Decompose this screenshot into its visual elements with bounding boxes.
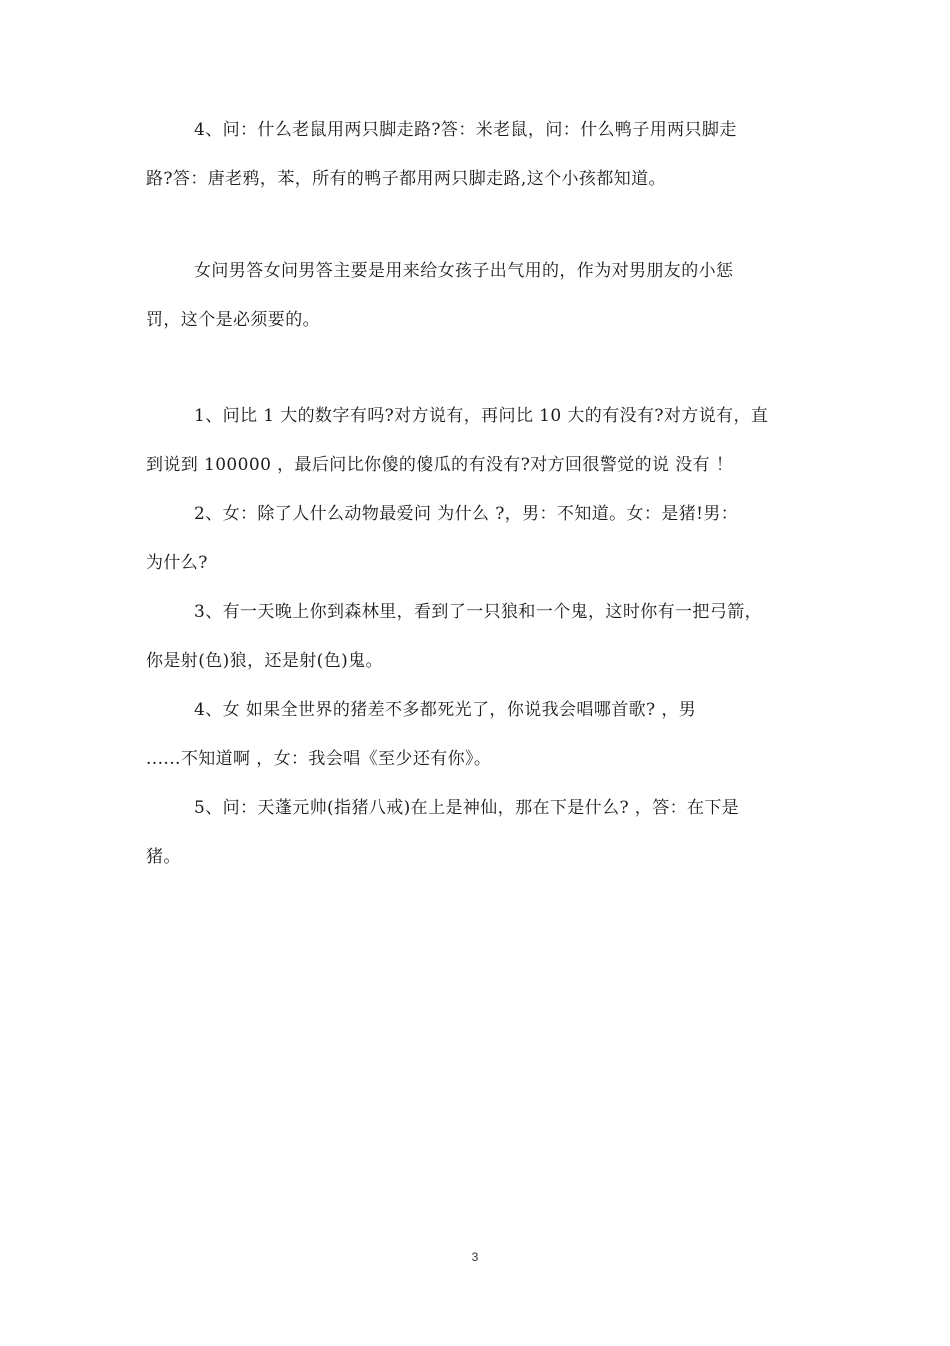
text-line: 女问男答女问男答主要是用来给女孩子出气用的，作为对男朋友的小惩 [194, 261, 734, 281]
text-line: 为什么? [146, 553, 208, 573]
text-line: 1、问比 1 大的数字有吗?对方说有，再问比 10 大的有没有?对方说有，直 [194, 406, 769, 426]
paragraph-intro [146, 247, 810, 345]
page-number: 3 [471, 1250, 479, 1264]
text-line: 你是射(色)狼，还是射(色)鬼。 [146, 651, 383, 671]
text-line: 4、问：什么老鼠用两只脚走路?答：米老鼠，问：什么鸭子用两只脚走 [194, 120, 737, 140]
text-line: ......不知道啊 ，女：我会唱《至少还有你》。 [146, 749, 492, 769]
paragraph-mouse-riddle [146, 106, 810, 204]
text-line: 猪。 [146, 847, 181, 867]
text-line: 2、女：除了人什么动物最爱问 为什么 ?，男：不知道。女：是猪!男： [194, 504, 739, 524]
text-line: 罚，这个是必须要的。 [146, 310, 320, 330]
text-line: 5、问：天蓬元帅(指猪八戒)在上是神仙，那在下是什么? ，答：在下是 [194, 798, 740, 818]
paragraph-riddle-list [146, 392, 810, 882]
text-line: 到说到 100000 ，最后问比你傻的傻瓜的有没有?对方回很警觉的说 没有 ！ [146, 455, 734, 475]
text-line: 4、女 如果全世界的猪差不多都死光了，你说我会唱哪首歌? ，男 [194, 700, 697, 720]
text-line: 3、有一天晚上你到森林里，看到了一只狼和一个鬼，这时你有一把弓箭， [194, 602, 763, 622]
text-line: 路?答：唐老鸦，苯，所有的鸭子都用两只脚走路,这个小孩都知道。 [146, 169, 666, 189]
